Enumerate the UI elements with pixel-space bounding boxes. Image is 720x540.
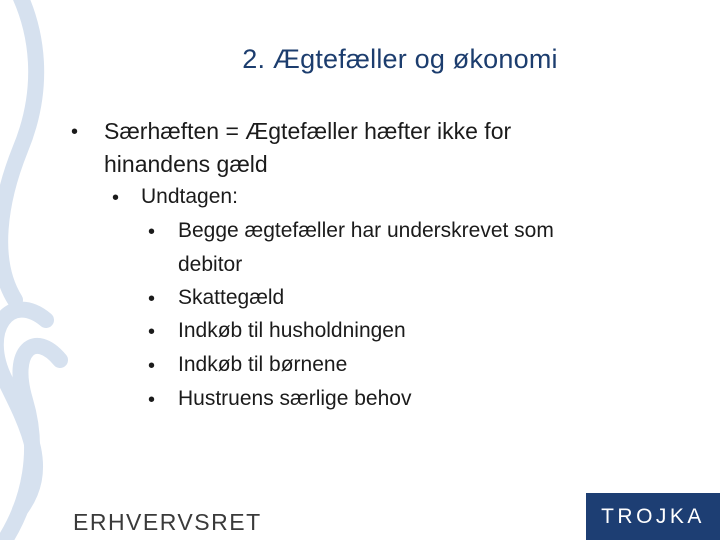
bullet-glyph: •	[112, 187, 120, 209]
bullet-item-1-line-2: hinandens gæld	[104, 151, 268, 177]
bullet-glyph: •	[148, 355, 156, 377]
bullet-glyph: •	[148, 221, 156, 243]
sub-item-3: Indkøb til husholdningen	[178, 319, 406, 342]
sub-item-1-line-1: Begge ægtefæller har underskrevet som	[178, 219, 554, 242]
slide-title: 2. Ægtefæller og økonomi	[242, 44, 558, 74]
bullet-glyph: •	[148, 288, 156, 310]
bullet-glyph: •	[71, 121, 79, 143]
footer-course-label: ERHVERVSRET	[73, 509, 262, 535]
sub-item-5: Hustruens særlige behov	[178, 387, 412, 410]
bullet-item-2: Undtagen:	[141, 185, 238, 208]
brand-logo	[586, 493, 720, 540]
brand-logo-text: TROJKA	[601, 504, 705, 528]
bullet-glyph: •	[148, 389, 156, 411]
bullet-glyph: •	[148, 321, 156, 343]
bullet-item-1-line-1: Særhæften = Ægtefæller hæfter ikke for	[104, 118, 512, 144]
sub-item-2: Skattegæld	[178, 286, 285, 309]
sub-item-1-line-2: debitor	[178, 253, 243, 276]
sub-item-4: Indkøb til børnene	[178, 353, 348, 376]
